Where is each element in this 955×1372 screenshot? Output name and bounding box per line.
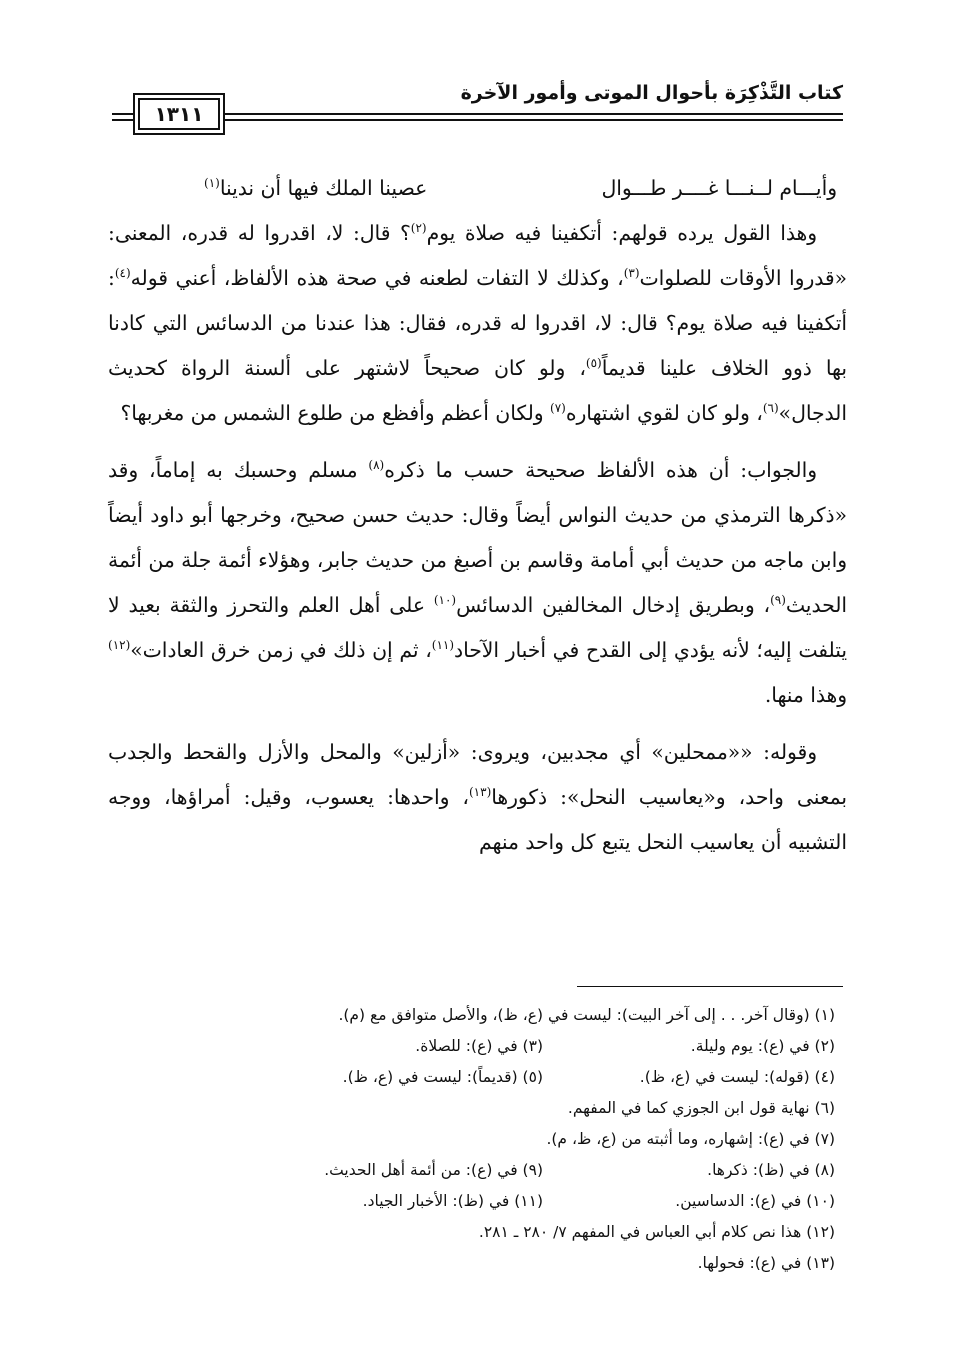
footnote: (١٠) في (ع): الدساسين.	[675, 1192, 835, 1210]
paragraph: والجواب: أن هذه الألفاظ صحيحة حسب ما ذكره$^{(٨)}$ مسلم وحسبك به إماماً، وقد «ذكرها الترمذي من حديث النواس أيضاً وقال: حديث حسن صحيح، وخرجها أبو داود أيضاً وابن ماجه من حديث أبي أمامة وقاسم بن أصبغ من حديث جابر، وهؤلاء أئمة جلة من أئمة الحديث$^{(٩)}$، وبطريق إدخال المخالفين الدسائس$^{(١٠)}$ على أهل العلم والتحرز والثقة بعيد لا يتلفت إليه؛ لأنه يؤدي إلى القدح في أخبار الآحاد$^{(١١)}$، ثم إن ذلك في زمن خرق العادات»$^{(١٢)}$ وهذا منها.	[108, 458, 848, 707]
footnote-ref: (٥)	[585, 356, 602, 371]
footnote: (٣) في (ع): للصلاة.	[415, 1037, 543, 1055]
footnote-row	[108, 1031, 843, 1062]
main-text	[108, 166, 847, 877]
footnote-ref: (١٠)	[433, 593, 457, 608]
footnote-row	[108, 1155, 843, 1186]
footnote-ref: (٣)	[623, 266, 640, 281]
footnote-ref: (١٢)	[108, 638, 131, 653]
footnote: (٤) (قوله): ليست في (ع، ظ).	[639, 1068, 835, 1086]
footnote-row	[108, 1124, 843, 1155]
paragraph: وقوله: ««ممحلين» أي مجدبين، ويروى: «أزلين» والمحل والأزل والقحط والجدب بمعنى واحد، و«يعاسيب النحل»: ذكورها$^{(١٣)}$، واحدها: يعسوب، وقيل: أمراؤها، ووجه التشبيه أن يعاسيب النحل يتبع كل واحد منهم	[108, 740, 847, 854]
footnote: (١١) في (ظ): الأخبار الجياد.	[362, 1192, 543, 1210]
footnote-separator	[577, 986, 843, 987]
footnote: (٥) (قديماً): ليست في (ع، ظ).	[342, 1068, 543, 1086]
footnote: (١) (وقال آخر. . . إلى آخر البيت): ليست في (ع، ظ)، والأصل متوافق مع (م).	[338, 1006, 835, 1024]
footnote-ref: (٢)	[410, 221, 427, 236]
running-header-title: كتاب التَّذْكِرَة بأحوال الموتى وأمور الآخرة	[460, 82, 843, 104]
footnote: (٨) في (ظ): ذكرها.	[707, 1161, 835, 1179]
footnote-ref: (١١)	[431, 638, 455, 653]
footnote-row	[108, 1186, 843, 1217]
footnote-ref: (١٣)	[468, 785, 492, 800]
footnote: (٦) نهاية قول ابن الجوزي كما في المفهم.	[567, 1099, 835, 1117]
footnote-row	[108, 1062, 843, 1093]
footnote-ref: (٤)	[114, 266, 131, 281]
poetry-verse	[108, 166, 847, 211]
footnote: (١٣) في (ع): فحولها.	[697, 1254, 835, 1272]
footnote-row	[108, 1217, 843, 1248]
header-rule	[112, 113, 843, 115]
footnote: (٢) في (ع): يوم وليلة.	[690, 1037, 835, 1055]
paragraph: وهذا القول يرده قولهم: أتكفينا فيه صلاة يوم$^{(٢)}$؟ قال: لا، اقدروا له قدره، المعنى: «قدروا الأوقات للصلوات$^{(٣)}$، وكذلك لا التفات لطعنه في صحة هذه الألفاظ، أعني قوله$^{(٤)}$: أتكفينا فيه صلاة يوم؟ قال: لا، اقدروا له قدره، فقال: هذا عندنا من الدسائس التي كادنا بها ذوو الخلاف علينا قديماً$^{(٥)}$، ولو كان صحيحاً لاشتهر على ألسنة الرواة كحديث الدجال»$^{(٦)}$، ولو كان لقوي اشتهاره$^{(٧)}$ ولكان أعظم وأفظع من طلوع الشمس من مغربها؟	[108, 221, 847, 425]
footnote-row	[108, 1093, 843, 1124]
page-number: ١٣١١	[138, 98, 220, 130]
footnote-ref: (٩)	[770, 593, 786, 608]
verse-first-hemistich: وأيـــام لــنـــا غــــر طـــوال	[601, 176, 837, 200]
header-rule	[112, 119, 843, 121]
footnotes	[108, 1000, 843, 1279]
footnote-ref: (٧)	[550, 401, 566, 416]
footnote: (٧) في (ع): إشهاره، وما أثبته من (ع، ظ، م).	[546, 1130, 835, 1148]
footnote-ref: (١)	[204, 176, 220, 191]
footnote: (١٢) هذا نص كلام أبي العباس في المفهم ٧/ ٢٨٠ ـ ٢٨١.	[478, 1223, 835, 1241]
footnote-ref: (٨)	[368, 458, 385, 473]
verse-second-hemistich: عصينا الملك فيها أن ندينا$^{(١)}$	[204, 176, 428, 200]
footnote-ref: (٦)	[762, 401, 779, 416]
footnote: (٩) في (ع): من أئمة أهل الحديث.	[324, 1161, 543, 1179]
footnote-row	[108, 1248, 843, 1279]
footnote-row	[108, 1000, 843, 1031]
